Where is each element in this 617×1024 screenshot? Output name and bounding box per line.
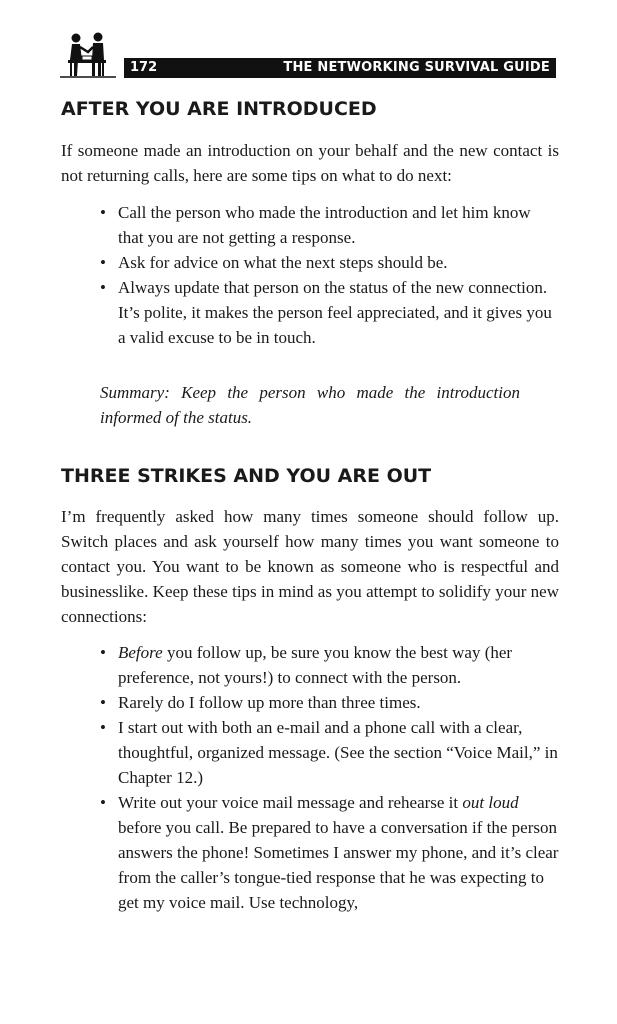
- list-item: [100, 790, 560, 915]
- page-number: 172: [130, 60, 158, 75]
- list-item: • I start out with both an e-mail and a phone call with a clear, thoughtful, organized message. (See the section “Voice Mail,” in Chapter 12.): [100, 715, 560, 790]
- list-item: • Always update that person on the status of the new connection. It’s polite, it makes the person feel appreciated, and it gives you a valid excuse to be in touch.: [100, 275, 560, 350]
- section-heading-introduced: AFTER YOU ARE INTRODUCED: [61, 98, 377, 120]
- list-item: • Call the person who made the introduction and let him know that you are not getting a response.: [100, 200, 560, 250]
- section2-intro-paragraph: I’m frequently asked how many times someone should follow up. Switch places and ask yourself how many times you want someone to contact you. You want to be known as someone who is respectful and businesslike. Keep these tips in mind as you attempt to solidify your new connections:: [61, 507, 559, 626]
- book-title: THE NETWORKING SURVIVAL GUIDE: [283, 60, 550, 75]
- list-item: [100, 640, 560, 690]
- section1-bullet-list: [100, 200, 560, 350]
- handshake-logo-icon: [58, 30, 118, 78]
- list-item: • Rarely do I follow up more than three times.: [100, 690, 560, 715]
- section1-summary: Summary: Keep the person who made the introduction informed of the status.: [100, 383, 520, 427]
- bullet-text: before you call. Be prepared to have a conversation if the person answers the phone! Sometimes I answer my phone, and it’s clear from the caller’s tongue-tied response that he was expecting to get my voice mail. Use technology,: [118, 818, 559, 912]
- bullet-text: Write out your voice mail message and rehearse it: [118, 793, 463, 812]
- list-item: • Ask for advice on what the next steps should be.: [100, 250, 560, 275]
- header-bar: [124, 58, 556, 78]
- section1-intro-paragraph: If someone made an introduction on your behalf and the new contact is not returning calls, here are some tips on what to do next:: [61, 141, 559, 185]
- running-header: [58, 30, 556, 80]
- emphasis-before: Before: [118, 643, 163, 662]
- section2-bullet-list: [100, 640, 560, 915]
- emphasis-out-loud: out loud: [462, 793, 519, 812]
- section-heading-three-strikes: THREE STRIKES AND YOU ARE OUT: [61, 465, 432, 487]
- bullet-text: you follow up, be sure you know the best way (her preference, not yours!) to connect with the person.: [118, 643, 513, 687]
